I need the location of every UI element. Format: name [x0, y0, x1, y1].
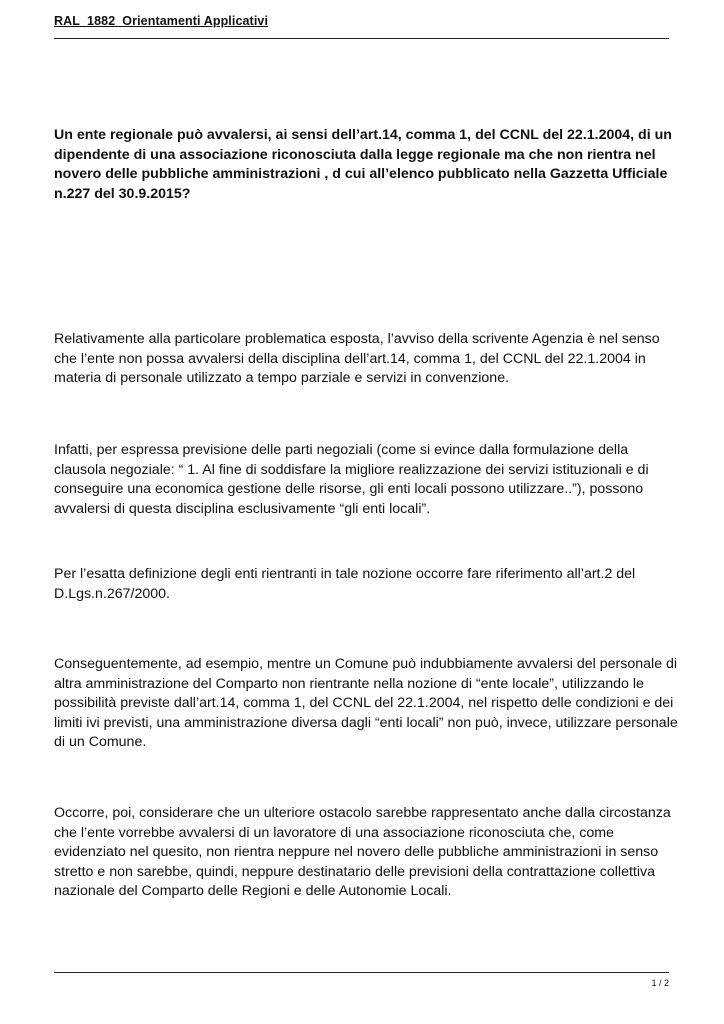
paragraph-text: Infatti, per espressa previsione delle parti negoziali (come si evince dalla formulazione della clausola negoziale: “ 1. Al fine di soddisfare la migliore realizzazione dei servizi istituzionali e di conseguire una economica gestione delle risorse, gli enti locali possono utilizzare..”), possono avvalersi di questa disciplina esclusivamente “gli enti locali”.: [54, 442, 649, 517]
page-footer: [54, 972, 669, 988]
paragraph-text: Relativamente alla particolare problematica esposta, l’avviso della scrivente Agenzia è nel senso che l’ente non possa avvalersi della disciplina dell’art.14, comma 1, del CCNL del 22.1.2004 in materia di personale utilizzato a tempo parziale e servizi in convenzione.: [54, 331, 660, 386]
answer-paragraph-4: [54, 655, 679, 753]
answer-paragraph-2: [54, 441, 679, 519]
paragraph-text: Occorre, poi, considerare che un ulteriore ostacolo sarebbe rappresentato anche dalla circostanza che l’ente vorrebbe avvalersi di un lavoratore di una associazione riconosciuta che, come evidenziato nel quesito, non rientra neppure nel novero delle pubbliche amministrazioni in senso stretto e non sarebbe, quindi, neppure destinatario delle previsioni della contrattazione collettiva nazionale del Comparto delle Regioni e delle Autonomie Locali.: [54, 805, 671, 899]
document-title: RAL_1882_Orientamenti Applicativi: [54, 14, 269, 28]
paragraph-text: Conseguentemente, ad esempio, mentre un Comune può indubbiamente avvalersi del personale di altra amministrazione del Comparto non rientrante nella nozione di “ente locale”, utilizzando le possibilità previste dall’art.14, comma 1, del CCNL del 22.1.2004, nel rispetto delle condizioni e dei limiti ivi previsti, una amministrazione diversa dagli “enti locali” non può, invece, utilizzare personale di un Comune.: [54, 656, 678, 750]
page-number: 1 / 2: [651, 978, 669, 988]
question-text: Un ente regionale può avvalersi, ai sensi dell’art.14, comma 1, del CCNL del 22.1.2004, di un dipendente di una associazione riconosciuta dalla legge regionale ma che non rientra nel novero delle pubbliche amministrazioni , d cui all’elenco pubblicato nella Gazzetta Ufficiale n.227 del 30.9.2015?: [54, 127, 672, 202]
answer-paragraph-1: [54, 330, 679, 389]
answer-paragraph-5: [54, 804, 679, 902]
answer-paragraph-3: [54, 565, 679, 604]
paragraph-text: Per l’esatta definizione degli enti rientranti in tale nozione occorre fare riferimento all’art.2 del D.Lgs.n.267/2000.: [54, 566, 636, 602]
page-header: [54, 10, 669, 39]
